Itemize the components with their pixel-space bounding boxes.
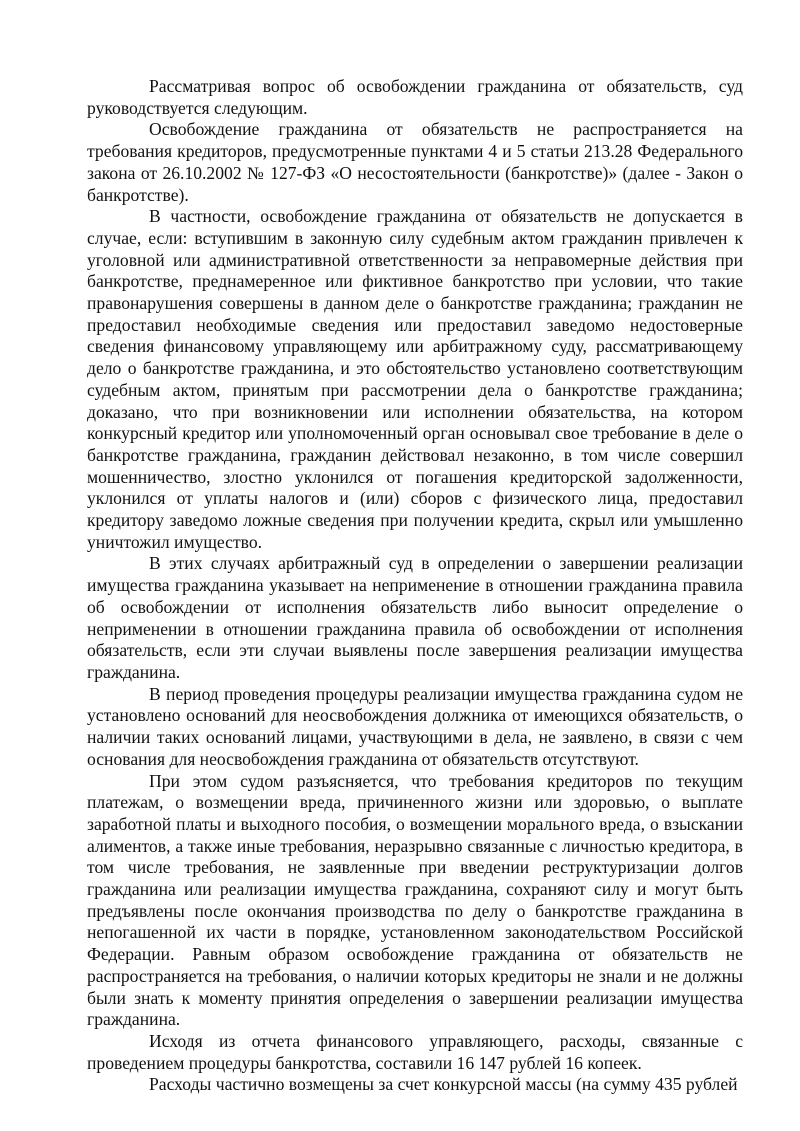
paragraph-expenses-report: Исходя из отчета финансового управляющего, расходы, связанные с проведением процедуры банкротства, составили 16 147 рублей 16 копеек. — [87, 1030, 743, 1073]
paragraph-court-considers: Рассматривая вопрос об освобождении гражданина от обязательств, суд руководствуется следующим. — [87, 76, 743, 118]
paragraph-release-not-applies: Освобождение гражданина от обязательств не распространяется на требования кредиторов, предусмотренные пунктами 4 и 5 статьи 213.28 Федерального закона от 26.10.2002 № 127-ФЗ «О несостоятельности (банкротстве)» (далее - Закон о банкротстве). — [87, 119, 743, 205]
paragraph-court-explains: При этом судом разъясняется, что требования кредиторов по текущим платежам, о возмещении вреда, причиненного жизни или здоровью, о выплате заработной платы и выходного пособия, о возмещении морального вреда, о взыскании алиментов, а также иные требования, неразрывно связанные с личностью кредитора, в том числе требования, не заявленные при введении реструктуризации долгов гражданина или реализации имущества гражданина, сохраняют силу и могут быть предъявлены после окончания производства по делу о банкротстве гражданина в непогашенной их части в порядке, установленном законодательством Российской Федерации. Равным образом освобождение гражданина от обязательств не распространяется на требования, о наличии которых кредиторы не знали и не должны были знать к моменту принятия определения о завершении реализации имущества гражданина. — [87, 770, 743, 1030]
paragraph-release-exceptions: В частности, освобождение гражданина от обязательств не допускается в случае, если: вступившим в законную силу судебным актом гражданин привлечен к уголовной или административной ответственности за неправомерные действия при банкротстве, преднамеренное или фиктивное банкротство при условии, что такие правонарушения совершены в данном деле о банкротстве гражданина; гражданин не предоставил необходимые сведения или предоставил заведомо недостоверные сведения финансовому управляющему или арбитражному суду, рассматривающему дело о банкротстве гражданина, и это обстоятельство установлено соответствующим судебным актом, принятым при рассмотрении дела о банкротстве гражданина; доказано, что при возникновении или исполнении обязательства, на котором конкурсный кредитор или уполномоченный орган основывал свое требование в деле о банкротстве гражданина, гражданин действовал незаконно, в том числе совершил мошенничество, злостно уклонился от погашения кредиторской задолженности, уклонился от уплаты налогов и (или) сборов с физического лица, предоставил кредитору заведомо ложные сведения при получении кредита, скрыл или умышленно уничтожил имущество. — [87, 206, 743, 552]
document-page — [87, 76, 743, 1096]
paragraph-no-grounds: В период проведения процедуры реализации имущества гражданина судом не установлено оснований для неосвобождения должника от имеющихся обязательств, о наличии таких оснований лицами, участвующими в дела, не заявлено, в связи с чем основания для неосвобождения гражданина от обязательств отсутствуют. — [87, 683, 743, 769]
paragraph-arbitration-court-cases: В этих случаях арбитражный суд в определении о завершении реализации имущества гражданина указывает на неприменение в отношении гражданина правила об освобождении от исполнения обязательств либо выносит определение о неприменении в отношении гражданина правила об освобождении от исполнения обязательств, если эти случаи выявлены после завершения реализации имущества гражданина. — [87, 553, 743, 682]
paragraph-expenses-reimbursed: Расходы частично возмещены за счет конкурсной массы (на сумму 435 рублей — [149, 1074, 738, 1095]
